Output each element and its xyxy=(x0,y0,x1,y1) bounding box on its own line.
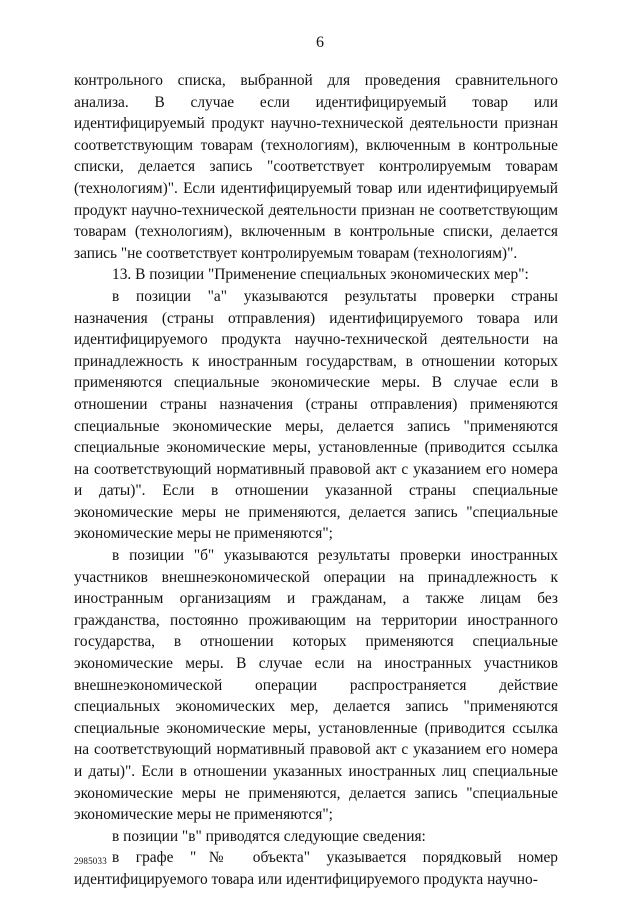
paragraph-position-a: в позиции "а" указываются результаты проверки страны назначения (страны отправления) идентифицируемого товара или идентифицируемого продукта научно-технической деятельности на принадлежность к иностранным государствам, в отношении которых применяются специальные экономические меры. В случае если в отношении страны назначения (страны отправления) применяются специальные экономические меры, делается запись "применяются специальные экономические меры, установленные (приводится ссылка на соответствующий нормативный правовой акт с указанием его номера и даты)". Если в отношении указанной страны специальные экономические меры не применяются, делается запись "специальные экономические меры не применяются"; xyxy=(74,287,558,543)
page-number: 6 xyxy=(316,34,324,51)
paragraph-item-13: 13. В позиции "Применение специальных экономических мер": xyxy=(112,266,529,284)
document-body xyxy=(74,70,558,891)
paragraph-position-v: в позиции "в" приводятся следующие сведения: xyxy=(112,827,426,845)
paragraph-column-object-number: в графе "№ объекта" указывается порядковый номер идентифицируемого товара или идентифицируемого продукта научно- xyxy=(74,849,558,888)
document-code: 2985033 xyxy=(74,856,107,866)
paragraph-position-b: в позиции "б" указываются результаты проверки иностранных участников внешнеэкономической операции на принадлежность к иностранным организациям и гражданам, а также лицам без гражданства, постоянно проживающим на территории иностранного государства, в отношении которых применяются специальные экономические меры. В случае если на иностранных участников внешнеэкономической операции распространяется действие специальных экономических мер, делается запись "применяются специальные экономические меры, установленные (приводится ссылка на соответствующий нормативный правовой акт с указанием его номера и даты)". Если в отношении указанных иностранных лиц специальные экономические меры не применяются, делается запись "специальные экономические меры не применяются"; xyxy=(74,547,558,824)
paragraph-continuation: контрольного списка, выбранной для проведения сравнительного анализа. В случае если идентифицируемый товар или идентифицируемый продукт научно-технической деятельности признан соответствующим товарам (технологиям), включенным в контрольные списки, делается запись "соответствует контролируемым товарам (технологиям)". Если идентифицируемый товар или идентифицируемый продукт научно-технической деятельности признан не соответствующим товарам (технологиям), включенным в контрольные списки, делается запись "не соответствует контролируемым товарам (технологиям)". xyxy=(74,72,558,262)
